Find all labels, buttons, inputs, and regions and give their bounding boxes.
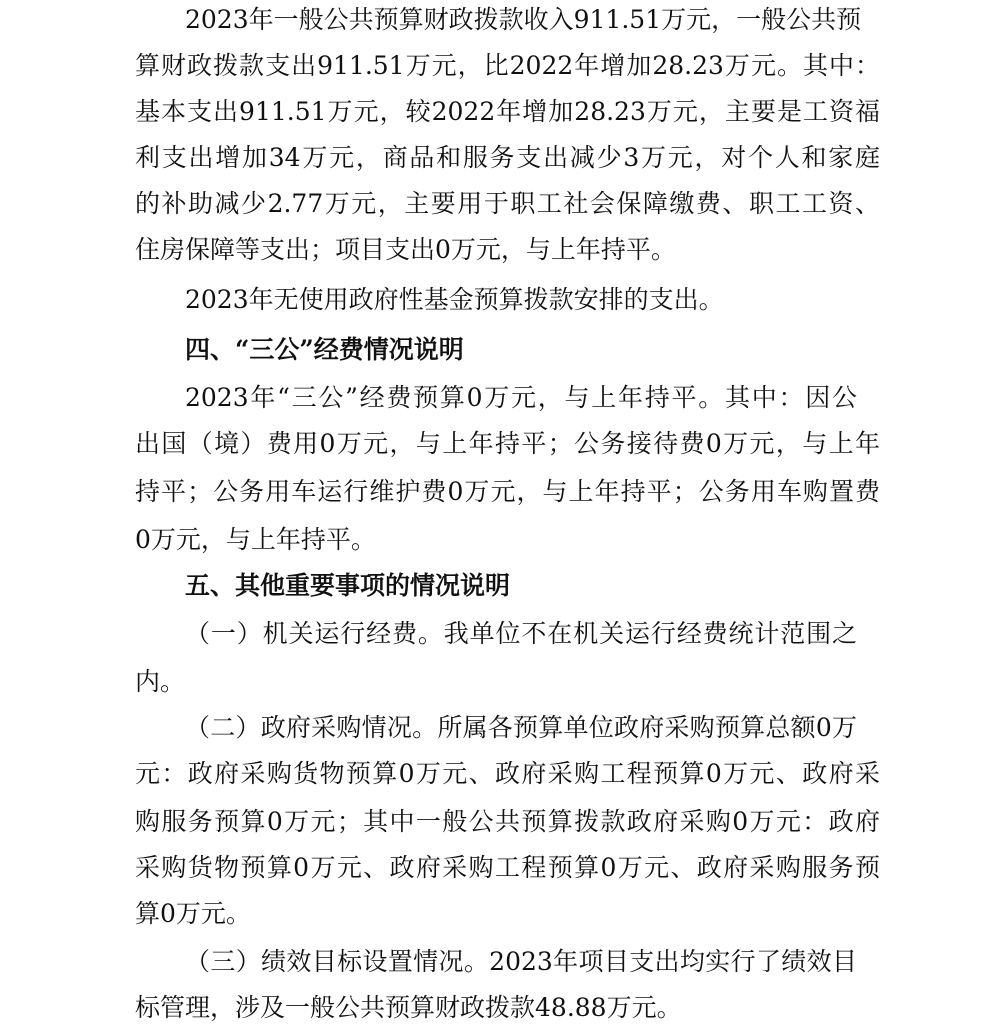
section-heading: 四、“三公”经费情况说明 (185, 335, 464, 364)
paragraph-line: 2023年无使用政府性基金预算拨款安排的支出。 (185, 285, 724, 314)
paragraph-line: 算财政拨款支出911.51万元，比2022年增加28.23万元。其中： (135, 51, 880, 80)
paragraph-line: 内。 (135, 667, 186, 696)
paragraph-line: 2023年一般公共预算财政拨款收入911.51万元，一般公共预 (185, 5, 862, 34)
paragraph-line: 持平；公务用车运行维护费0万元，与上年持平；公务用车购置费 (135, 477, 880, 506)
section-heading: 五、其他重要事项的情况说明 (185, 571, 511, 600)
paragraph-line: 出国（境）费用0万元，与上年持平；公务接待费0万元，与上年 (135, 429, 880, 458)
paragraph-line: 算0万元。 (135, 899, 251, 928)
paragraph-line: 0万元，与上年持平。 (135, 525, 376, 554)
paragraph-line: 基本支出911.51万元，较2022年增加28.23万元，主要是工资福 (135, 97, 880, 126)
paragraph-line: 采购货物预算0万元、政府采购工程预算0万元、政府采购服务预 (135, 853, 880, 882)
paragraph-line: （三）绩效目标设置情况。2023年项目支出均实行了绩效目 (185, 947, 857, 976)
paragraph-line: 元：政府采购货物预算0万元、政府采购工程预算0万元、政府采 (135, 759, 880, 788)
paragraph-line: 2023年“三公”经费预算0万元，与上年持平。其中：因公 (185, 383, 857, 412)
paragraph-line: 购服务预算0万元；其中一般公共预算拨款政府采购0万元：政府 (135, 807, 880, 836)
paragraph-line: 利支出增加34万元，商品和服务支出减少3万元，对个人和家庭 (135, 143, 880, 172)
paragraph-line: 标管理，涉及一般公共预算财政拨款48.88万元。 (135, 993, 682, 1022)
paragraph-line: 住房保障等支出；项目支出0万元，与上年持平。 (135, 235, 676, 264)
paragraph-line: （一）机关运行经费。我单位不在机关运行经费统计范围之 (185, 619, 857, 648)
paragraph-line: （二）政府采购情况。所属各预算单位政府采购预算总额0万 (185, 713, 857, 742)
paragraph-line: 的补助减少2.77万元，主要用于职工社会保障缴费、职工工资、 (135, 189, 880, 218)
